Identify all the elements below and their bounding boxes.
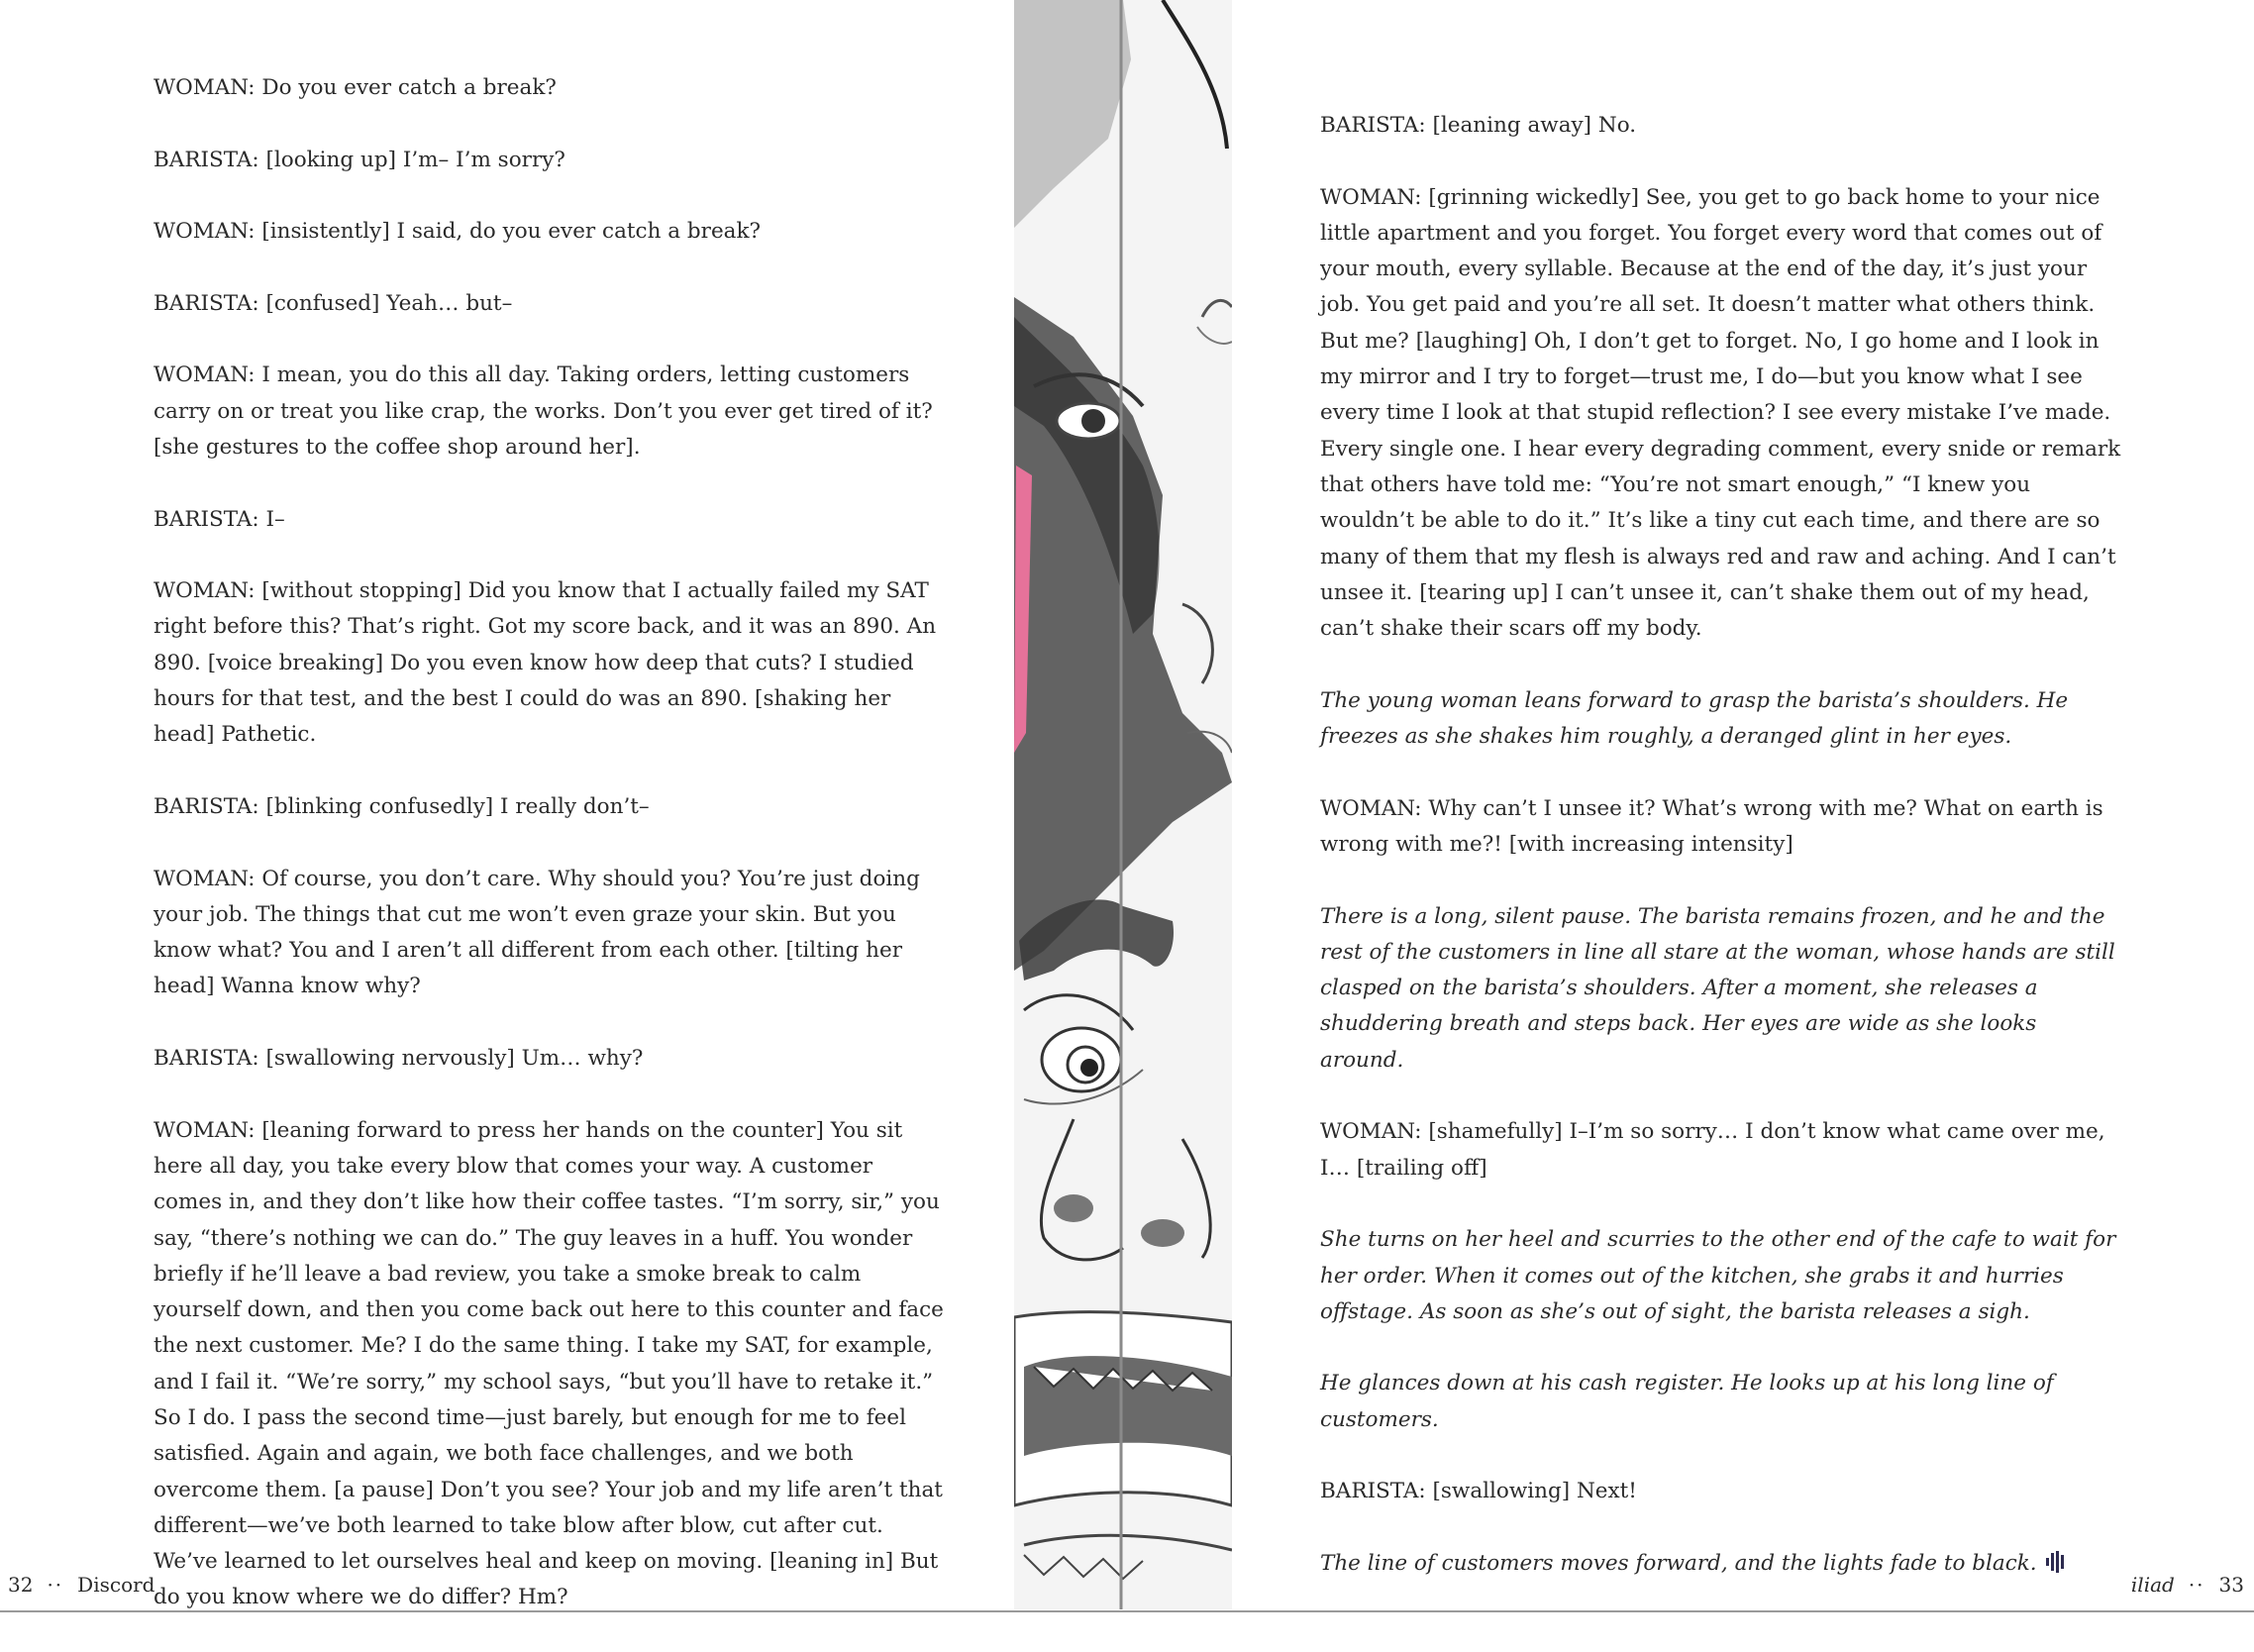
paragraph-text: He glances down at his cash register. He looks up at his long line of customers. xyxy=(1320,1371,2054,1432)
magazine-name: iliad xyxy=(2130,1573,2175,1597)
paragraph-text: BARISTA: [looking up] I’m– I’m sorry? xyxy=(154,147,565,172)
paragraph-text: BARISTA: [confused] Yeah… but– xyxy=(154,290,513,316)
dialogue-line xyxy=(1320,108,2122,144)
paragraph-text: BARISTA: [swallowing nervously] Um… why? xyxy=(154,1046,644,1072)
right-page-text xyxy=(1320,108,2122,1617)
dialogue-line xyxy=(154,789,946,825)
footer-separator: ·· xyxy=(2188,1573,2205,1597)
dialogue-line xyxy=(154,862,946,1005)
paragraph-text: WOMAN: I mean, you do this all day. Taking orders, letting customers carry on or treat you like crap, the works. Don’t you ever get tired of it? [she gestures to the coffee shop around her]. xyxy=(154,362,933,460)
dialogue-line xyxy=(154,286,946,322)
dialogue-line xyxy=(154,358,946,465)
end-mark-icon xyxy=(2043,1550,2067,1574)
paragraph-text: WOMAN: Do you ever catch a break? xyxy=(154,75,557,100)
story-title: Discord xyxy=(77,1573,155,1597)
right-page-footer xyxy=(2131,1573,2244,1597)
left-page-footer xyxy=(8,1573,154,1597)
dialogue-line xyxy=(154,1113,946,1616)
paragraph-text: BARISTA: [leaning away] No. xyxy=(1320,113,1637,138)
dialogue-line xyxy=(1320,180,2122,648)
paragraph-text: There is a long, silent pause. The barista remains frozen, and he and the rest of the customers in line all stare at the woman, whose hands are still clasped on the barista’s shoulders. After a moment, she releases a shuddering breath and steps back. Her eyes are wide as she looks around. xyxy=(1320,903,2115,1073)
paragraph-text: The young woman leans forward to grasp the barista’s shoulders. He freezes as she shakes him roughly, a deranged glint in her eyes. xyxy=(1320,687,2069,750)
stage-direction xyxy=(1320,1546,2122,1582)
dialogue-line xyxy=(1320,791,2122,864)
paragraph-text: The line of customers moves forward, and the lights fade to black. xyxy=(1320,1550,2037,1576)
left-page-text xyxy=(154,70,946,1652)
paragraph-text: WOMAN: Of course, you don’t care. Why should you? You’re just doing your job. The things that cut me won’t even graze your skin. But you know what? You and I aren’t all different from each other. [tilting her head] Wanna know why? xyxy=(154,866,920,999)
dialogue-line xyxy=(154,143,946,178)
stage-direction xyxy=(1320,1366,2122,1438)
dialogue-line xyxy=(154,1041,946,1077)
paragraph-text: WOMAN: [insistently] I said, do you ever catch a break? xyxy=(154,219,762,245)
paragraph-text: WOMAN: [leaning forward to press her hands on the counter] You sit here all day, you take every blow that comes your way. A customer comes in, and they don’t like how their coffee tastes. “I’m sorry, sir,” you say, “there’s nothing we can do.” The guy leaves in a huff. You wonder briefly if he’ll leave a bad review, you take a smoke break to calm yourself down, and then you come back out here to this counter and face the next customer. Me? I do the same thing. I take my SAT, for example, and I fail it. “We’re sorry,” my school says, “but you’ll have to retake it.” So I do. I pass the second time—just barely, but enough for me to feel satisfied. Again and again, we both face challenges, and we both overcome them. [a pause] Don’t you see? Your job and my life aren’t that different—we’ve both learned to take blow after blow, cut after cut. We’ve learned to let ourselves heal and keep on moving. [leaning in] But do you know where we do differ? Hm? xyxy=(154,1117,944,1610)
paragraph-text: BARISTA: I– xyxy=(154,506,285,532)
paragraph-text: WOMAN: [grinning wickedly] See, you get to go back home to your nice little apartment and you forget. You forget every word that comes out of your mouth, every syllable. Because at the end of the day, it’s just your job. You get paid and you’re all set. It doesn’t matter what others think. But me? [laughing] Oh, I don’t get to forget. No, I go home and I look in my mirror and I try to forget—trust me, I do—but you know what I see every time I look at that stupid reflection? I see every mistake I’ve made. Every single one. I hear every degrading comment, every snide or remark that others have told me: “You’re not smart enough,” “I knew you wouldn’t be able to do it.” It’s like a tiny cut each time, and there are so many of them that my flesh is always red and raw and aching. And I can’t unsee it. [tearing up] I can’t unsee it, can’t shake them out of my head, can’t shake their scars off my body. xyxy=(1320,184,2121,642)
stage-direction xyxy=(1320,1222,2122,1330)
bottom-rule xyxy=(0,1610,2254,1612)
dialogue-line xyxy=(154,70,946,106)
dialogue-line xyxy=(1320,1474,2122,1509)
paragraph-text: BARISTA: [swallowing] Next! xyxy=(1320,1479,1637,1504)
paragraph-text: BARISTA: [blinking confusedly] I really don’t– xyxy=(154,793,650,819)
stage-direction xyxy=(1320,683,2122,756)
dialogue-line xyxy=(154,502,946,538)
dialogue-line xyxy=(1320,1114,2122,1187)
paragraph-text: WOMAN: Why can’t I unsee it? What’s wrong with me? What on earth is wrong with me?! [with increasing intensity] xyxy=(1320,795,2103,857)
left-page-number: 32 xyxy=(8,1573,34,1597)
center-illustration xyxy=(1014,0,1232,1609)
paragraph-text: She turns on her heel and scurries to the other end of the cafe to wait for her order. When it comes out of the kitchen, she grabs it and hurries offstage. As soon as she’s out of sight, the barista releases a sigh. xyxy=(1320,1227,2116,1324)
stage-direction xyxy=(1320,899,2122,1079)
paragraph-text: WOMAN: [shamefully] I–I’m so sorry… I don’t know what came over me, I… [trailing off] xyxy=(1320,1119,2105,1181)
footer-separator: ·· xyxy=(47,1573,64,1597)
pencil-drawing-faces xyxy=(1014,0,1232,1609)
dialogue-line xyxy=(154,214,946,250)
paragraph-text: WOMAN: [without stopping] Did you know that I actually failed my SAT right before this? That’s right. Got my score back, and it was an 890. An 890. [voice breaking] Do you even know how deep that cuts? I studied hours for that test, and the best I could do was an 890. [shaking her head] Pathetic. xyxy=(154,578,937,748)
dialogue-line xyxy=(154,573,946,753)
right-page-number: 33 xyxy=(2218,1573,2244,1597)
